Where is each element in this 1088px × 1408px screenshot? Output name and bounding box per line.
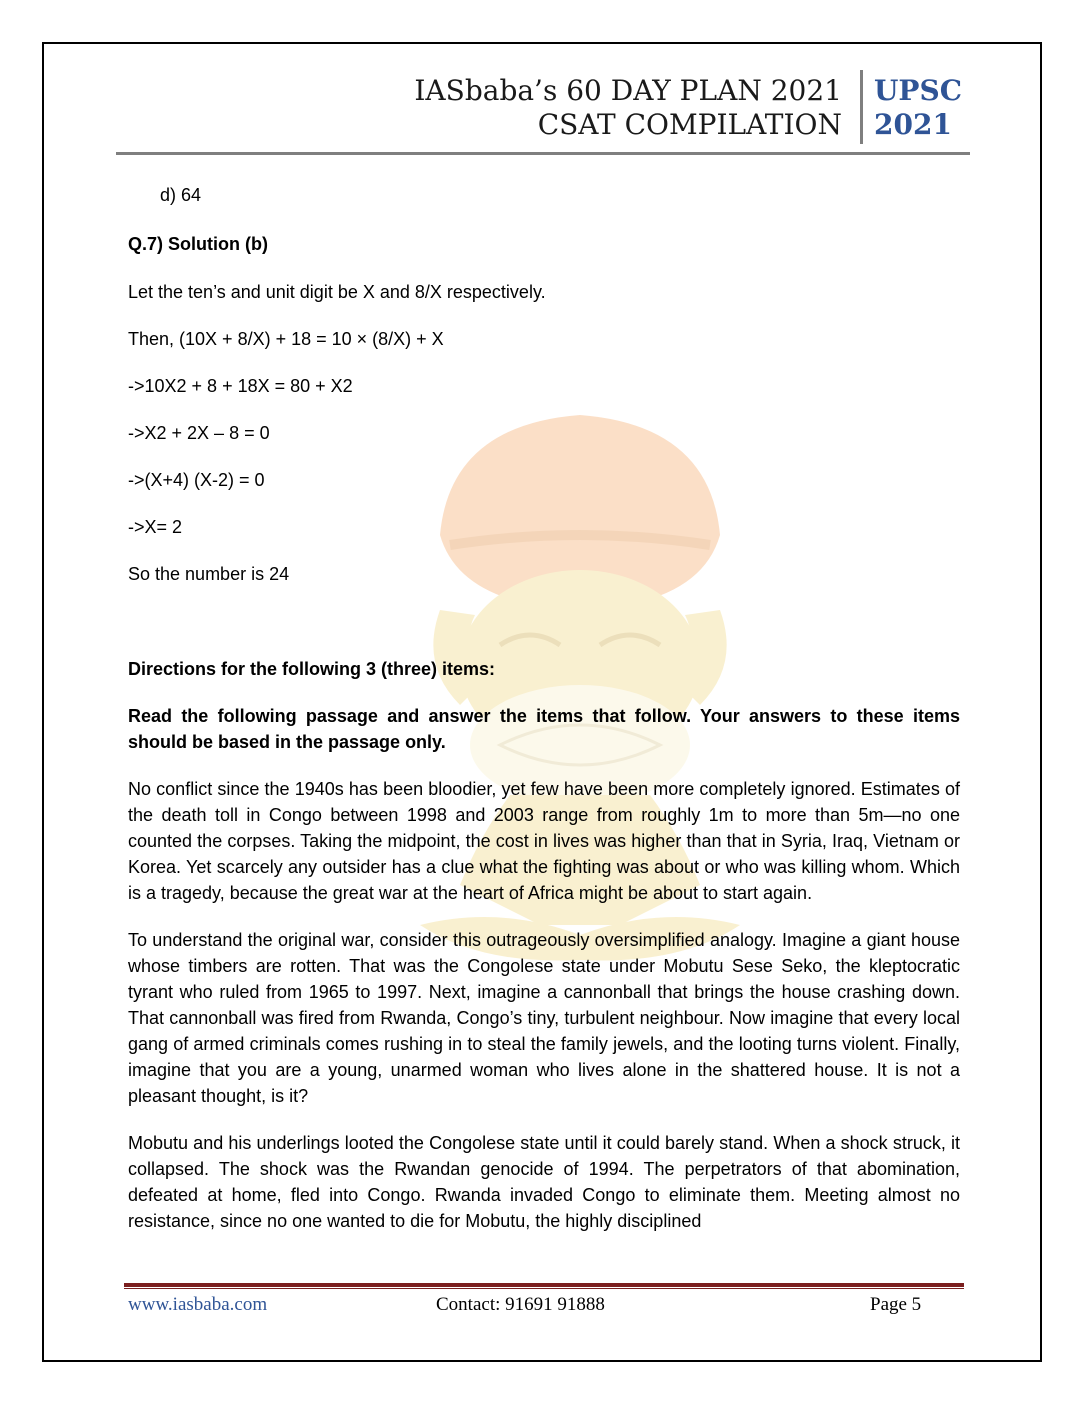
solution-line: ->10X2 + 8 + 18X = 80 + X2 [128, 376, 353, 396]
passage-paragraph: To understand the original war, consider this outrageously oversimplified analogy. Imagine a giant house whose timbers are rotten. That was the Congolese state under Mobutu Sese Seko, the kleptocratic tyrant who ruled from 1965 to 1997. Next, imagine a cannonball that brings the house crashing down. That cannonball was fired from Rwanda, Congo’s tiny, turbulent neighbour. Now imagine that every local gang of armed criminals comes rushing in to steal the family jewels, and the looting turns violent. Finally, imagine that you are a young, unarmed woman who lives alone in the shattered house. It is not a pleasant thought, is it? [128, 930, 960, 1106]
footer-rule [124, 1283, 964, 1287]
title-line-1: IASbaba’s 60 DAY PLAN 2021 [414, 74, 842, 107]
footer-rule-thin [124, 1288, 964, 1289]
solution-line: Let the ten’s and unit digit be X and 8/X respectively. [128, 282, 546, 302]
solution-line: ->X= 2 [128, 517, 183, 537]
solution-line: So the number is 24 [128, 564, 290, 584]
option-d: d) 64 [160, 185, 202, 205]
solution-heading: Q.7) Solution (b) [128, 234, 268, 254]
main-content [128, 182, 960, 1234]
solution-line: ->X2 + 2X – 8 = 0 [128, 423, 270, 443]
directions-heading: Directions for the following 3 (three) items: [128, 659, 496, 679]
page-number: Page 5 [870, 1294, 922, 1315]
passage-paragraph: No conflict since the 1940s has been bloodier, yet few have been more completely ignored. Estimates of the death toll in Congo between 1998 and 2003 range from roughly 1m to more than 5m—no one counted the corpses. Taking the midpoint, the cost in lives was higher than that in Syria, Iraq, Vietnam or Korea. Yet scarcely any outsider has a clue what the fighting was about or who was killing whom. Which is a tragedy, because the great war at the heart of Africa might be about to start again. [128, 779, 960, 903]
solution-line: Then, (10X + 8/X) + 18 = 10 × (8/X) + X [128, 329, 444, 349]
solution-line: ->(X+4) (X-2) = 0 [128, 470, 265, 490]
header-rule [116, 152, 970, 155]
title-line-2: CSAT COMPILATION [537, 108, 842, 141]
badge-line-2: 2021 [874, 108, 952, 141]
badge-line-1: UPSC [874, 74, 962, 107]
contact-number: Contact: 91691 91888 [436, 1294, 605, 1315]
document-title [414, 74, 842, 142]
exam-badge [874, 74, 962, 142]
passage-paragraph: Mobutu and his underlings looted the Congolese state until it could barely stand. When a shock struck, it collapsed. The shock was the Rwandan genocide of 1994. The perpetrators of that abomination, defeated at home, fled into Congo. Rwanda invaded Congo to eliminate them. Meeting almost no resistance, since no one wanted to die for Mobutu, the highly disciplined [128, 1133, 960, 1231]
website-link[interactable]: www.iasbaba.com [128, 1294, 268, 1315]
header-divider [860, 70, 863, 144]
directions-text: Read the following passage and answer the items that follow. Your answers to these items should be based in the passage only. [128, 706, 960, 752]
